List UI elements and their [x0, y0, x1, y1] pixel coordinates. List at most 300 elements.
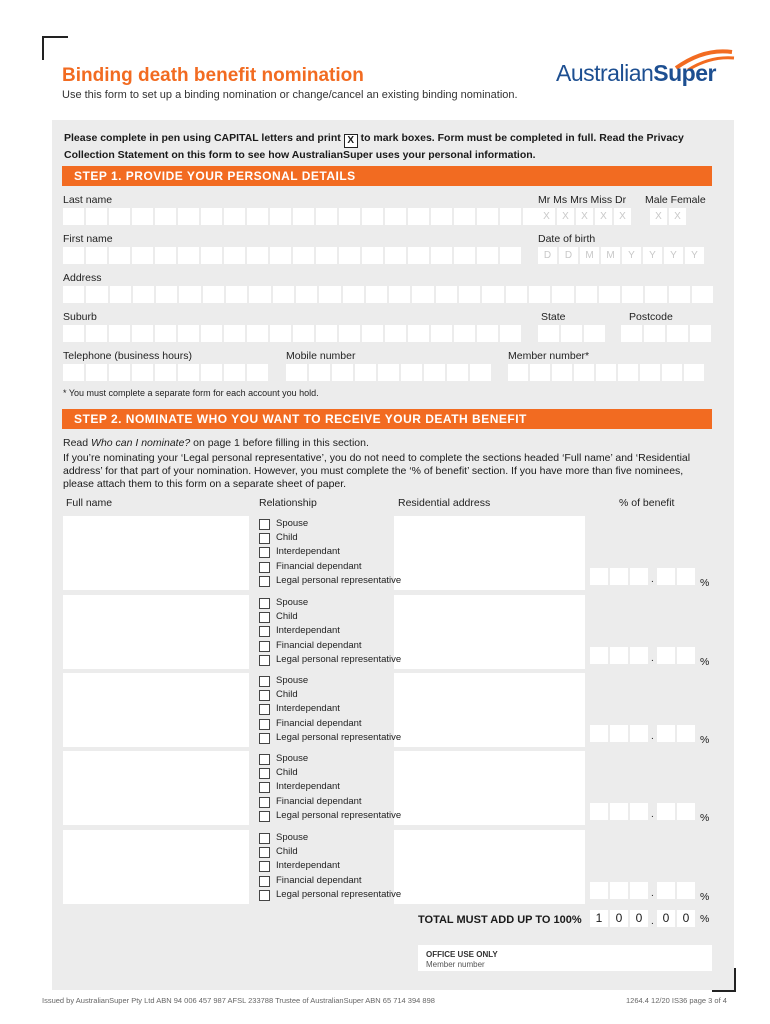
- relationship-checkbox[interactable]: [259, 833, 270, 844]
- relationship-checkbox[interactable]: [259, 876, 270, 887]
- char-box[interactable]: [224, 247, 245, 264]
- char-box[interactable]: [447, 364, 468, 381]
- percent-digit-box[interactable]: [677, 647, 695, 664]
- char-box[interactable]: [343, 286, 364, 303]
- char-box[interactable]: [63, 286, 84, 303]
- char-box[interactable]: [247, 364, 268, 381]
- nominee-full-name-box[interactable]: [63, 751, 249, 825]
- percent-digit-box[interactable]: [590, 725, 608, 742]
- last-name-field[interactable]: [63, 208, 544, 225]
- title-checkbox[interactable]: X: [557, 208, 574, 225]
- relationship-options: [259, 674, 401, 745]
- char-box[interactable]: [110, 286, 131, 303]
- char-box[interactable]: [506, 286, 527, 303]
- char-box[interactable]: [470, 364, 491, 381]
- char-box[interactable]: [201, 325, 222, 342]
- char-box[interactable]: [385, 208, 406, 225]
- relationship-option[interactable]: [259, 653, 401, 667]
- col-relationship: Relationship: [259, 497, 317, 509]
- char-box[interactable]: [552, 364, 572, 381]
- col-residential-address: Residential address: [398, 497, 491, 509]
- dob-digit-box[interactable]: D: [559, 247, 578, 264]
- char-box[interactable]: [156, 286, 177, 303]
- relationship-checkbox[interactable]: [259, 733, 270, 744]
- title-checkboxes[interactable]: [538, 208, 631, 225]
- char-box[interactable]: [684, 364, 704, 381]
- char-box[interactable]: [561, 325, 582, 342]
- last-name-label: Last name: [63, 194, 113, 206]
- char-box[interactable]: [401, 364, 422, 381]
- char-box[interactable]: [247, 247, 268, 264]
- page-title: Binding death benefit nomination: [62, 65, 364, 86]
- percent-digit-box[interactable]: [657, 803, 675, 820]
- gender-checkbox[interactable]: X: [650, 208, 667, 225]
- char-box[interactable]: [155, 325, 176, 342]
- char-box[interactable]: [63, 208, 84, 225]
- char-box[interactable]: [224, 364, 245, 381]
- title-checkbox[interactable]: X: [538, 208, 555, 225]
- char-box[interactable]: [247, 208, 268, 225]
- char-box[interactable]: [155, 247, 176, 264]
- footer-page-ref: 1264.4 12/20 IS36 page 3 of 4: [626, 996, 727, 1005]
- char-box[interactable]: [339, 325, 360, 342]
- char-box[interactable]: [63, 325, 84, 342]
- char-box[interactable]: [408, 325, 429, 342]
- relationship-option[interactable]: [259, 752, 401, 766]
- relationship-label: Spouse: [276, 753, 309, 764]
- relationship-label: Spouse: [276, 675, 309, 686]
- col-full-name: Full name: [66, 497, 113, 509]
- nominee-address-box[interactable]: [394, 595, 585, 669]
- char-box[interactable]: [178, 325, 199, 342]
- char-box[interactable]: [86, 325, 107, 342]
- char-box[interactable]: [286, 364, 307, 381]
- member-number-field[interactable]: [508, 364, 704, 381]
- relationship-option[interactable]: [259, 517, 401, 531]
- char-box[interactable]: [332, 364, 353, 381]
- percent-digit-box[interactable]: [590, 568, 608, 585]
- relationship-option[interactable]: [259, 624, 401, 638]
- char-box[interactable]: [293, 247, 314, 264]
- char-box[interactable]: [431, 208, 452, 225]
- relationship-checkbox[interactable]: [259, 641, 270, 652]
- char-box[interactable]: [63, 247, 84, 264]
- read-pre: Read: [63, 437, 92, 449]
- relationship-option[interactable]: [259, 831, 401, 845]
- title-checkbox[interactable]: X: [595, 208, 612, 225]
- char-box[interactable]: [132, 208, 153, 225]
- percent-digit-box[interactable]: [610, 803, 628, 820]
- relationship-checkbox[interactable]: [259, 626, 270, 637]
- char-box[interactable]: [316, 325, 337, 342]
- office-member-number-label: Member number: [426, 960, 485, 969]
- char-box[interactable]: [201, 364, 222, 381]
- char-box[interactable]: [224, 208, 245, 225]
- title-checkbox[interactable]: X: [576, 208, 593, 225]
- first-name-label: First name: [63, 233, 113, 245]
- logo-text: [556, 60, 716, 87]
- percent-digit-box[interactable]: [610, 647, 628, 664]
- relationship-option[interactable]: [259, 545, 401, 559]
- decimal-point: .: [651, 809, 654, 820]
- char-box[interactable]: [270, 208, 291, 225]
- dob-digit-box[interactable]: Y: [664, 247, 683, 264]
- char-box[interactable]: [132, 364, 153, 381]
- char-box[interactable]: [408, 208, 429, 225]
- relationship-option[interactable]: [259, 531, 401, 545]
- relationship-label: Interdependant: [276, 781, 340, 793]
- office-use-title: OFFICE USE ONLY: [426, 950, 498, 959]
- address-label: Address: [63, 272, 102, 284]
- relationship-label: Legal personal representative: [276, 574, 402, 586]
- total-decimal-point: .: [651, 916, 654, 927]
- relationship-checkbox[interactable]: [259, 547, 270, 558]
- char-box[interactable]: [500, 325, 521, 342]
- member-number-label: Member number*: [508, 350, 590, 362]
- relationship-checkbox[interactable]: [259, 519, 270, 530]
- relationship-option[interactable]: [259, 809, 401, 823]
- relationship-label: Spouse: [276, 518, 309, 529]
- gender-checkboxes[interactable]: [650, 208, 686, 225]
- char-box[interactable]: [179, 286, 200, 303]
- char-box[interactable]: [424, 364, 445, 381]
- relationship-checkbox[interactable]: [259, 890, 270, 901]
- percent-digit-box[interactable]: [657, 647, 675, 664]
- char-box[interactable]: [389, 286, 410, 303]
- percent-digit-box[interactable]: [630, 725, 648, 742]
- char-box[interactable]: [459, 286, 480, 303]
- char-box[interactable]: [296, 286, 317, 303]
- relationship-checkbox[interactable]: [259, 690, 270, 701]
- total-digit: 1: [590, 910, 608, 927]
- state-label: State: [541, 311, 566, 323]
- char-box[interactable]: [155, 364, 176, 381]
- suburb-field[interactable]: [63, 325, 521, 342]
- char-box[interactable]: [431, 247, 452, 264]
- char-box[interactable]: [155, 208, 176, 225]
- percent-digit-box[interactable]: [677, 568, 695, 585]
- char-box[interactable]: [431, 325, 452, 342]
- relationship-options: [259, 517, 401, 588]
- char-box[interactable]: [249, 286, 270, 303]
- char-box[interactable]: [576, 286, 597, 303]
- relationship-option[interactable]: [259, 610, 401, 624]
- char-box[interactable]: [482, 286, 503, 303]
- relationship-option[interactable]: [259, 574, 401, 588]
- footer-issuer: Issued by AustralianSuper Pty Ltd ABN 94 006 457 987 AFSL 233788 Trustee of AustralianSuper ABN 65 714 394 898: [42, 996, 435, 1005]
- percent-digit-box[interactable]: [677, 882, 695, 899]
- char-box[interactable]: [640, 364, 660, 381]
- char-box[interactable]: [508, 364, 528, 381]
- char-box[interactable]: [316, 247, 337, 264]
- nominee-full-name-box[interactable]: [63, 673, 249, 747]
- char-box[interactable]: [362, 208, 383, 225]
- char-box[interactable]: [669, 286, 690, 303]
- dob-digit-box[interactable]: Y: [685, 247, 704, 264]
- char-box[interactable]: [270, 325, 291, 342]
- dob-digit-box[interactable]: D: [538, 247, 557, 264]
- char-box[interactable]: [529, 286, 550, 303]
- instructions-post: to mark boxes. Form must be completed in full. Read the Privacy Collection Statement on this form to see how AustralianSuper uses your personal information.: [64, 132, 684, 161]
- char-box[interactable]: [378, 364, 399, 381]
- char-box[interactable]: [132, 325, 153, 342]
- title-checkbox[interactable]: X: [614, 208, 631, 225]
- postcode-label: Postcode: [629, 311, 673, 323]
- relationship-checkbox[interactable]: [259, 676, 270, 687]
- relationship-option[interactable]: [259, 780, 401, 794]
- relationship-label: Financial dependant: [276, 639, 362, 651]
- col-percent-benefit: % of benefit: [619, 497, 675, 509]
- relationship-option[interactable]: [259, 874, 401, 888]
- dob-field[interactable]: [538, 247, 704, 264]
- percent-digit-box[interactable]: [590, 647, 608, 664]
- char-box[interactable]: [203, 286, 224, 303]
- relationship-checkbox[interactable]: [259, 562, 270, 573]
- char-box[interactable]: [599, 286, 620, 303]
- relationship-label: Financial dependant: [276, 717, 362, 729]
- relationship-option[interactable]: [259, 639, 401, 653]
- char-box[interactable]: [316, 208, 337, 225]
- relationship-option[interactable]: [259, 688, 401, 702]
- relationship-option[interactable]: [259, 888, 401, 902]
- char-box[interactable]: [454, 325, 475, 342]
- char-box[interactable]: [362, 247, 383, 264]
- nominee-full-name-box[interactable]: [63, 830, 249, 904]
- char-box[interactable]: [86, 286, 107, 303]
- footnote: * You must complete a separate form for each account you hold.: [63, 388, 319, 398]
- state-field[interactable]: [538, 325, 605, 342]
- decimal-point: .: [651, 653, 654, 664]
- char-box[interactable]: [109, 247, 130, 264]
- dob-label: Date of birth: [538, 233, 596, 245]
- gender-options-label: Male Female: [645, 194, 706, 206]
- relationship-label: Financial dependant: [276, 874, 362, 886]
- relationship-option[interactable]: [259, 766, 401, 780]
- percent-digit-box[interactable]: [677, 803, 695, 820]
- char-box[interactable]: [692, 286, 713, 303]
- percent-digit-box[interactable]: [610, 725, 628, 742]
- char-box[interactable]: [178, 247, 199, 264]
- relationship-label: Financial dependant: [276, 795, 362, 807]
- char-box[interactable]: [477, 247, 498, 264]
- char-box[interactable]: [584, 325, 605, 342]
- char-box[interactable]: [319, 286, 340, 303]
- char-box[interactable]: [86, 364, 107, 381]
- relationship-checkbox[interactable]: [259, 598, 270, 609]
- relationship-label: Child: [276, 846, 298, 858]
- char-box[interactable]: [667, 325, 688, 342]
- char-box[interactable]: [644, 325, 665, 342]
- relationship-checkbox[interactable]: [259, 847, 270, 858]
- relationship-checkbox[interactable]: [259, 754, 270, 765]
- char-box[interactable]: [293, 208, 314, 225]
- relationship-checkbox[interactable]: [259, 719, 270, 730]
- char-box[interactable]: [408, 247, 429, 264]
- char-box[interactable]: [436, 286, 457, 303]
- relationship-checkbox[interactable]: [259, 768, 270, 779]
- char-box[interactable]: [412, 286, 433, 303]
- relationship-label: Child: [276, 532, 298, 544]
- relationship-option[interactable]: [259, 717, 401, 731]
- page-subtitle: Use this form to set up a binding nomination or change/cancel an existing binding nomination.: [62, 89, 518, 101]
- relationship-label: Child: [276, 689, 298, 701]
- char-box[interactable]: [454, 208, 475, 225]
- nomination-paragraph: If you’re nominating your ‘Legal personal representative’, you do not need to complete the sections headed ‘Full name’ and ‘Residential address’ for that part of your nomination. However, you must complete the ‘% of benefit’ section. If you have more than five nominees, please attach them to this form on a separate sheet of paper.: [63, 452, 691, 490]
- percent-digit-box[interactable]: [590, 882, 608, 899]
- decimal-point: .: [651, 731, 654, 742]
- char-box[interactable]: [477, 325, 498, 342]
- char-box[interactable]: [385, 247, 406, 264]
- read-instruction: [63, 437, 369, 449]
- percent-digit-box[interactable]: [630, 568, 648, 585]
- nominee-address-box[interactable]: [394, 516, 585, 590]
- char-box[interactable]: [339, 208, 360, 225]
- nominee-address-box[interactable]: [394, 830, 585, 904]
- char-box[interactable]: [201, 247, 222, 264]
- percent-sign: %: [700, 734, 710, 746]
- relationship-label: Financial dependant: [276, 560, 362, 572]
- relationship-checkbox[interactable]: [259, 811, 270, 822]
- nominee-full-name-box[interactable]: [63, 595, 249, 669]
- total-digit: 0: [630, 910, 648, 927]
- percent-digit-box[interactable]: [610, 568, 628, 585]
- logo-text-part1: Australian: [556, 60, 654, 86]
- percent-digit-box[interactable]: [657, 725, 675, 742]
- char-box[interactable]: [538, 325, 559, 342]
- char-box[interactable]: [109, 325, 130, 342]
- percent-digit-box[interactable]: [657, 568, 675, 585]
- telephone-label: Telephone (business hours): [63, 350, 192, 362]
- char-box[interactable]: [500, 247, 521, 264]
- relationship-option[interactable]: [259, 795, 401, 809]
- first-name-field[interactable]: [63, 247, 521, 264]
- char-box[interactable]: [530, 364, 550, 381]
- postcode-field[interactable]: [621, 325, 711, 342]
- relationship-checkbox[interactable]: [259, 533, 270, 544]
- australiansuper-logo: [556, 48, 736, 90]
- relationship-checkbox[interactable]: [259, 612, 270, 623]
- telephone-field[interactable]: [63, 364, 268, 381]
- suburb-label: Suburb: [63, 311, 97, 323]
- decimal-point: .: [651, 574, 654, 585]
- char-box[interactable]: [596, 364, 616, 381]
- relationship-label: Legal personal representative: [276, 888, 402, 900]
- percent-digit-box[interactable]: [657, 882, 675, 899]
- char-box[interactable]: [621, 325, 642, 342]
- char-box[interactable]: [86, 247, 107, 264]
- char-box[interactable]: [366, 286, 387, 303]
- dob-digit-box[interactable]: M: [580, 247, 599, 264]
- gender-checkbox[interactable]: X: [669, 208, 686, 225]
- relationship-checkbox[interactable]: [259, 782, 270, 793]
- percent-digit-box[interactable]: [677, 725, 695, 742]
- total-percent-sign: %: [700, 913, 710, 925]
- char-box[interactable]: [690, 325, 711, 342]
- char-box[interactable]: [645, 286, 666, 303]
- instructions: [64, 131, 724, 162]
- percent-digit-box[interactable]: [610, 882, 628, 899]
- relationship-option[interactable]: [259, 859, 401, 873]
- dob-digit-box[interactable]: Y: [643, 247, 662, 264]
- decimal-point: .: [651, 888, 654, 899]
- char-box[interactable]: [477, 208, 498, 225]
- char-box[interactable]: [109, 364, 130, 381]
- example-mark-box: X: [344, 134, 358, 148]
- relationship-label: Interdependant: [276, 860, 340, 872]
- char-box[interactable]: [500, 208, 521, 225]
- char-box[interactable]: [385, 325, 406, 342]
- char-box[interactable]: [622, 286, 643, 303]
- relationship-option[interactable]: [259, 596, 401, 610]
- relationship-option[interactable]: [259, 731, 401, 745]
- char-box[interactable]: [178, 208, 199, 225]
- char-box[interactable]: [293, 325, 314, 342]
- mobile-label: Mobile number: [286, 350, 356, 362]
- dob-digit-box[interactable]: M: [601, 247, 620, 264]
- char-box[interactable]: [63, 364, 84, 381]
- relationship-option[interactable]: [259, 560, 401, 574]
- relationship-checkbox[interactable]: [259, 861, 270, 872]
- nominee-full-name-box[interactable]: [63, 516, 249, 590]
- dob-digit-box[interactable]: Y: [622, 247, 641, 264]
- char-box[interactable]: [109, 208, 130, 225]
- char-box[interactable]: [201, 208, 222, 225]
- percent-digit-box[interactable]: [630, 803, 648, 820]
- percent-digit-box[interactable]: [590, 803, 608, 820]
- step1-heading: STEP 1. PROVIDE YOUR PERSONAL DETAILS: [62, 166, 712, 186]
- char-box[interactable]: [574, 364, 594, 381]
- relationship-option[interactable]: [259, 702, 401, 716]
- char-box[interactable]: [309, 364, 330, 381]
- relationship-label: Interdependant: [276, 546, 340, 558]
- relationship-option[interactable]: [259, 674, 401, 688]
- char-box[interactable]: [273, 286, 294, 303]
- nominee-address-box[interactable]: [394, 673, 585, 747]
- relationship-option[interactable]: [259, 845, 401, 859]
- address-field[interactable]: [63, 286, 713, 303]
- relationship-checkbox[interactable]: [259, 704, 270, 715]
- char-box[interactable]: [618, 364, 638, 381]
- char-box[interactable]: [355, 364, 376, 381]
- char-box[interactable]: [133, 286, 154, 303]
- char-box[interactable]: [339, 247, 360, 264]
- char-box[interactable]: [454, 247, 475, 264]
- char-box[interactable]: [662, 364, 682, 381]
- percent-sign: %: [700, 656, 710, 668]
- relationship-options: [259, 831, 401, 902]
- char-box[interactable]: [178, 364, 199, 381]
- nominee-address-box[interactable]: [394, 751, 585, 825]
- char-box[interactable]: [86, 208, 107, 225]
- char-box[interactable]: [247, 325, 268, 342]
- instructions-pre: Please complete in pen using CAPITAL letters and print: [64, 132, 341, 144]
- total-digit: 0: [610, 910, 628, 927]
- char-box[interactable]: [362, 325, 383, 342]
- total-label: TOTAL MUST ADD UP TO 100%: [418, 914, 582, 926]
- relationship-checkbox[interactable]: [259, 797, 270, 808]
- char-box[interactable]: [224, 325, 245, 342]
- relationship-label: Interdependant: [276, 625, 340, 637]
- char-box[interactable]: [552, 286, 573, 303]
- char-box[interactable]: [132, 247, 153, 264]
- relationship-checkbox[interactable]: [259, 576, 270, 587]
- mobile-field[interactable]: [286, 364, 491, 381]
- char-box[interactable]: [226, 286, 247, 303]
- percent-digit-box[interactable]: [630, 647, 648, 664]
- relationship-checkbox[interactable]: [259, 655, 270, 666]
- char-box[interactable]: [270, 247, 291, 264]
- percent-digit-box[interactable]: [630, 882, 648, 899]
